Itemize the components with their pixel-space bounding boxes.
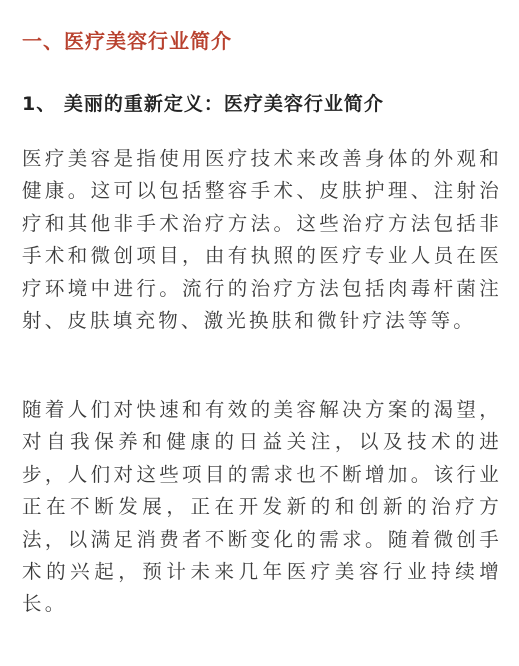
subsection-title: 1、 美丽的重新定义：医疗美容行业简介 (22, 93, 384, 115)
section-title: 一、医疗美容行业简介 (22, 29, 232, 53)
paragraph-intro: 医疗美容是指使用医疗技术来改善身体的外观和健康。这可以包括整容手术、皮肤护理、注射治疗和其他非手术治疗方法。这些治疗方法包括非手术和微创项目，由有执照的医疗专业人员在医疗环境中进行。流行的治疗方法包括肉毒杆菌注射、皮肤填充物、激光换肤和微针疗法等等。 (22, 147, 502, 333)
paragraph-growth: 随着人们对快速和有效的美容解决方案的渴望，对自我保养和健康的日益关注，以及技术的进步，人们对这些项目的需求也不断增加。该行业正在不断发展，正在开发新的和创新的治疗方法，以满足消费者不断变化的需求。随着微创手术的兴起，预计未来几年医疗美容行业持续增长。 (22, 398, 502, 616)
